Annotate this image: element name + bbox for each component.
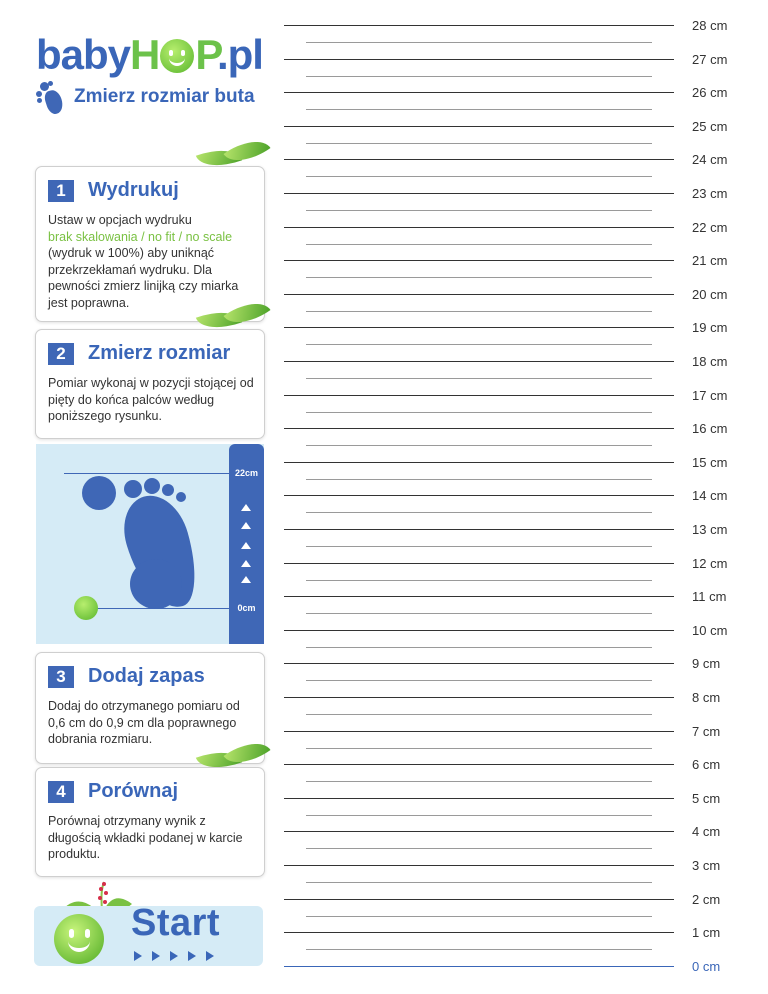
step-number: 4 — [48, 781, 74, 803]
ruler-label: 6 cm — [692, 757, 721, 773]
step-text: Ustaw w opcjach wydruku — [48, 213, 192, 227]
step-number: 1 — [48, 180, 74, 202]
ruler-line — [284, 966, 674, 967]
ruler-line — [284, 731, 674, 732]
step-title: Porównaj — [88, 780, 179, 802]
ruler-label: 10 cm — [692, 622, 728, 638]
logo-text-pl: .pl — [216, 31, 263, 78]
ruler-half-line — [306, 714, 652, 715]
ruler-label: 26 cm — [692, 85, 728, 101]
ruler-label: 22 cm — [692, 219, 728, 235]
step-highlight: brak skalowania / no fit / no scale — [48, 229, 233, 244]
subtitle-text: Zmierz rozmiar buta — [74, 86, 255, 107]
ruler-line — [284, 462, 674, 463]
ruler-line — [284, 865, 674, 866]
ruler-label: 2 cm — [692, 891, 721, 907]
ruler-line — [284, 327, 674, 328]
step-title: Zmierz rozmiar — [88, 342, 231, 364]
ruler-label: 8 cm — [692, 690, 721, 705]
ruler-half-line — [306, 613, 652, 614]
ruler-half-line — [306, 311, 652, 312]
ruler-label: 4 cm — [692, 824, 721, 840]
ruler-half-line — [306, 42, 652, 43]
ruler-half-line — [306, 882, 652, 883]
ruler-line — [284, 294, 674, 295]
ruler-label: 19 cm — [692, 320, 728, 336]
ruler-label: 20 cm — [692, 286, 728, 302]
ruler-label: 17 cm — [692, 387, 728, 403]
ruler-half-line — [306, 176, 652, 177]
ruler-label: 12 cm — [692, 555, 728, 571]
ruler-line — [284, 596, 674, 597]
ruler-line — [284, 428, 674, 429]
ruler-line — [284, 495, 674, 496]
ruler-line — [284, 529, 674, 530]
ruler-half-line — [306, 412, 652, 413]
ruler-half-line — [306, 815, 652, 816]
ruler-line — [284, 630, 674, 631]
step-title: Dodaj zapas — [88, 665, 205, 687]
ruler-half-line — [306, 76, 652, 77]
ruler-line — [284, 159, 674, 160]
step-description: Dodaj do otrzymanego pomiaru od 0,6 cm do 0,9 cm dla poprawnego dobrania rozmiaru. — [48, 699, 240, 746]
ruler-half-line — [306, 580, 652, 581]
ruler-line — [284, 59, 674, 60]
ruler-label: 1 cm — [692, 925, 721, 941]
ruler-half-line — [306, 378, 652, 379]
ruler-label: 28 cm — [692, 18, 728, 33]
ruler-line — [284, 260, 674, 261]
ruler-half-line — [306, 781, 652, 782]
step-text-continued: (wydruk w 100%) aby uniknąć przekrzekłamań wydruku. Dla pewności zmierz linijką czy miarka jest poprawna. — [48, 246, 239, 310]
step-number: 2 — [48, 343, 74, 365]
ruler-half-line — [306, 546, 652, 547]
ruler-line — [284, 395, 674, 396]
ruler-half-line — [306, 680, 652, 681]
ruler-line — [284, 663, 674, 664]
ruler-label: 9 cm — [692, 656, 721, 672]
start-label: Start — [131, 902, 221, 944]
logo-text-h: H — [130, 31, 160, 78]
ruler-label: 7 cm — [692, 723, 721, 739]
ruler-half-line — [306, 848, 652, 849]
ruler-label: 13 cm — [692, 522, 728, 537]
ruler-label: 27 cm — [692, 51, 728, 67]
ruler-line — [284, 563, 674, 564]
ruler-half-line — [306, 916, 652, 917]
step-description: Porównaj otrzymany wynik z długością wkładki podanej w karcie produktu. — [48, 814, 243, 861]
ruler-line — [284, 798, 674, 799]
ruler-label: 18 cm — [692, 354, 728, 369]
strip-label-top: 22cm — [234, 468, 259, 478]
step-title: Wydrukuj — [88, 179, 179, 201]
ruler-half-line — [306, 210, 652, 211]
ruler-label: 11 cm — [692, 589, 727, 605]
ruler-label: 24 cm — [692, 152, 728, 168]
ruler-label: 16 cm — [692, 421, 728, 437]
ruler-half-line — [306, 748, 652, 749]
ruler-half-line — [306, 647, 652, 648]
ruler-label: 3 cm — [692, 858, 721, 873]
ruler-label: 5 cm — [692, 790, 721, 806]
ruler-line — [284, 697, 674, 698]
strip-label-bottom: 0cm — [237, 603, 256, 613]
ruler-label: 14 cm — [692, 488, 728, 504]
ruler-line — [284, 227, 674, 228]
ruler-half-line — [306, 244, 652, 245]
ruler-line — [284, 899, 674, 900]
ruler-half-line — [306, 344, 652, 345]
ruler-label: 25 cm — [692, 118, 728, 134]
ruler-half-line — [306, 109, 652, 110]
ruler-half-line — [306, 277, 652, 278]
logo-text-p: P — [195, 31, 217, 78]
ruler-line — [284, 831, 674, 832]
ruler-half-line — [306, 143, 652, 144]
ruler-half-line — [306, 949, 652, 950]
ruler-half-line — [306, 445, 652, 446]
ruler-line — [284, 25, 674, 26]
ruler-line — [284, 764, 674, 765]
ruler-label: 21 cm — [692, 253, 728, 269]
ruler-label: 15 cm — [692, 454, 728, 470]
ruler-half-line — [306, 512, 652, 513]
ruler-label: 0 cm — [692, 958, 721, 974]
ruler-label: 23 cm — [692, 186, 728, 201]
logo-text-baby: baby — [36, 31, 131, 78]
step-description: Pomiar wykonaj w pozycji stojącej od pięty do końca palców według poniższego rysunku. — [48, 376, 254, 423]
ruler-line — [284, 92, 674, 93]
ruler-line — [284, 361, 674, 362]
ruler-line — [284, 932, 674, 933]
ruler-line — [284, 126, 674, 127]
ruler-half-line — [306, 479, 652, 480]
step-number: 3 — [48, 666, 74, 688]
ruler-line — [284, 193, 674, 194]
